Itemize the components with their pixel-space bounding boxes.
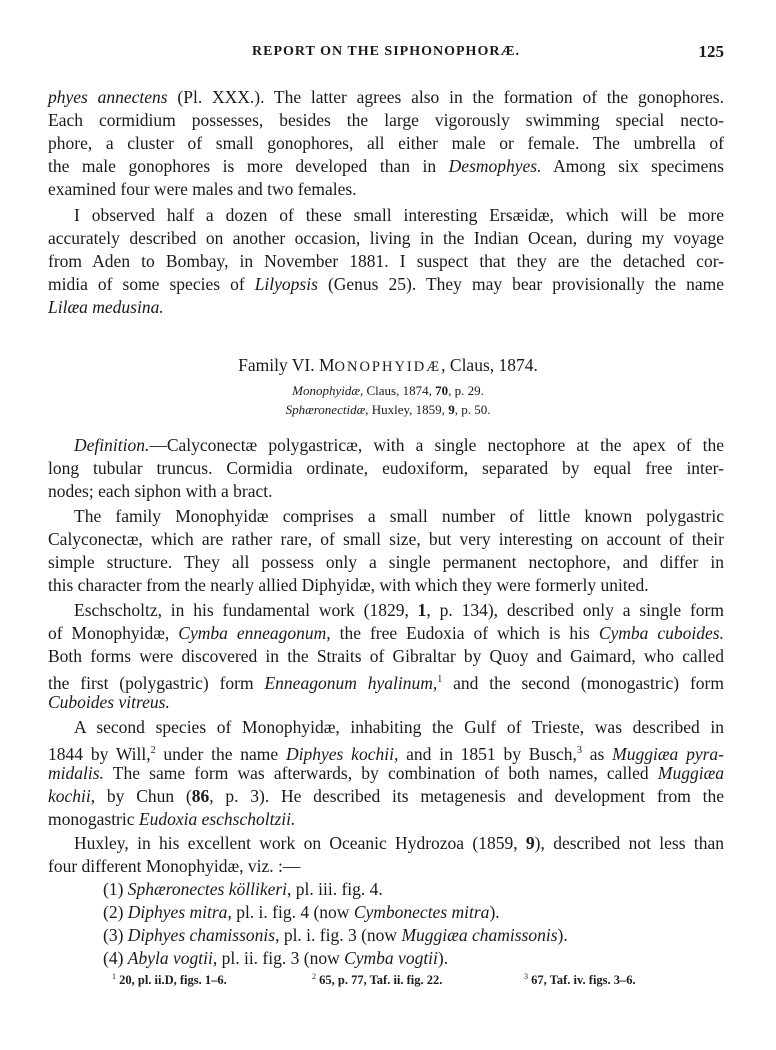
text-line: Definition.—Calyconectæ polygastricæ, with a single nectophore at the apex of the [74,435,724,455]
text-line: examined four were males and two females. [48,179,357,199]
text-line: simple structure. They all possess only a single permanent nectophore, and differ in [48,552,724,572]
running-title: REPORT ON THE SIPHONOPHORÆ. [252,44,520,59]
text-line: midalis. The same form was afterwards, by combination of both names, called Muggiæa [48,763,724,783]
text-line: Lilæa medusina. [48,297,164,317]
text-line: Eschscholtz, in his fundamental work (1829, 1, p. 134), described only a single form [74,600,724,620]
text-line: four different Monophyidæ, viz. :— [48,856,301,876]
text-line: Calyconectæ, which are rather rare, of small size, but very interesting on account of their [48,529,724,549]
text-line: The family Monophyidæ comprises a small number of little known polygastric [74,506,724,526]
list-item: (1) Sphæronectes köllikeri, pl. iii. fig. 4. [103,879,383,899]
text-line: Both forms were discovered in the Straits of Gibraltar by Quoy and Gaimard, who called [48,646,724,666]
text-line: accurately described on another occasion, living in the Indian Ocean, during my voyage [48,228,724,248]
text-line: Cuboides vitreus. [48,692,170,712]
list-item: (4) Abyla vogtii, pl. ii. fig. 3 (now Cymba vogtii). [103,948,449,968]
text-line: nodes; each siphon with a bract. [48,481,273,501]
text-line: of Monophyidæ, Cymba enneagonum, the free Eudoxia of which is his Cymba cuboides. [48,623,724,643]
text-line: long tubular truncus. Cormidia ordinate, eudoxiform, separated by equal free inter- [48,458,724,478]
text-line: I observed half a dozen of these small interesting Ersæidæ, which will be more [74,205,724,225]
text-line: 1844 by Will,$^2$ under the name Diphyes kochii, and in 1851 by Busch,$^3$ as Muggiæa pyra- [48,743,724,764]
synonym-line: Monophyidæ, Claus, 1874, 70, p. 29. [292,383,484,398]
text-line: kochii, by Chun (86, p. 3). He described its metagenesis and development from the [48,786,724,806]
text-line: midia of some species of Lilyopsis (Genus 25). They may bear provisionally the name [48,274,724,294]
text-line: Huxley, in his excellent work on Oceanic Hydrozoa (1859, 9), described not less than [74,833,724,853]
text-line: this character from the nearly allied Diphyidæ, with which they were formerly united. [48,575,649,595]
text-line: from Aden to Bombay, in November 1881. I suspect that they are the detached cor- [48,251,724,271]
running-header [48,44,724,66]
text-line: A second species of Monophyidæ, inhabiting the Gulf of Trieste, was described in [74,717,724,737]
list-item: (2) Diphyes mitra, pl. i. fig. 4 (now Cymbonectes mitra). [103,902,500,922]
footnote-3: $^3$ 67, Taf. iv. figs. 3–6. [524,972,636,988]
text-line: monogastric Eudoxia eschscholtzii. [48,809,296,829]
list-item: (3) Diphyes chamissonis, pl. i. fig. 3 (now Muggiæa chamissonis). [103,925,568,945]
footnote-1: $^1$ 20, pl. ii.D, figs. 1–6. [112,972,227,988]
page-number: 125 [698,42,724,61]
text-line: phore, a cluster of small gonophores, all either male or female. The umbrella of [48,133,724,153]
footnote-2: $^2$ 65, p. 77, Taf. ii. fig. 22. [312,972,443,988]
text-line: the first (polygastric) form Enneagonum hyalinum,$^1$ and the second (monogastric) form [48,672,724,693]
text-line: the male gonophores is more developed than in Desmophyes. Among six specimens [48,156,724,176]
family-heading: Family VI. MONOPHYIDÆ, Claus, 1874. [238,355,538,375]
synonym-line: Sphæronectidæ, Huxley, 1859, 9, p. 50. [285,402,491,417]
text-line: Each cormidium possesses, besides the large vigorously swimming special necto- [48,110,724,130]
text-line: phyes annectens (Pl. XXX.). The latter agrees also in the formation of the gonophores. [48,87,724,107]
